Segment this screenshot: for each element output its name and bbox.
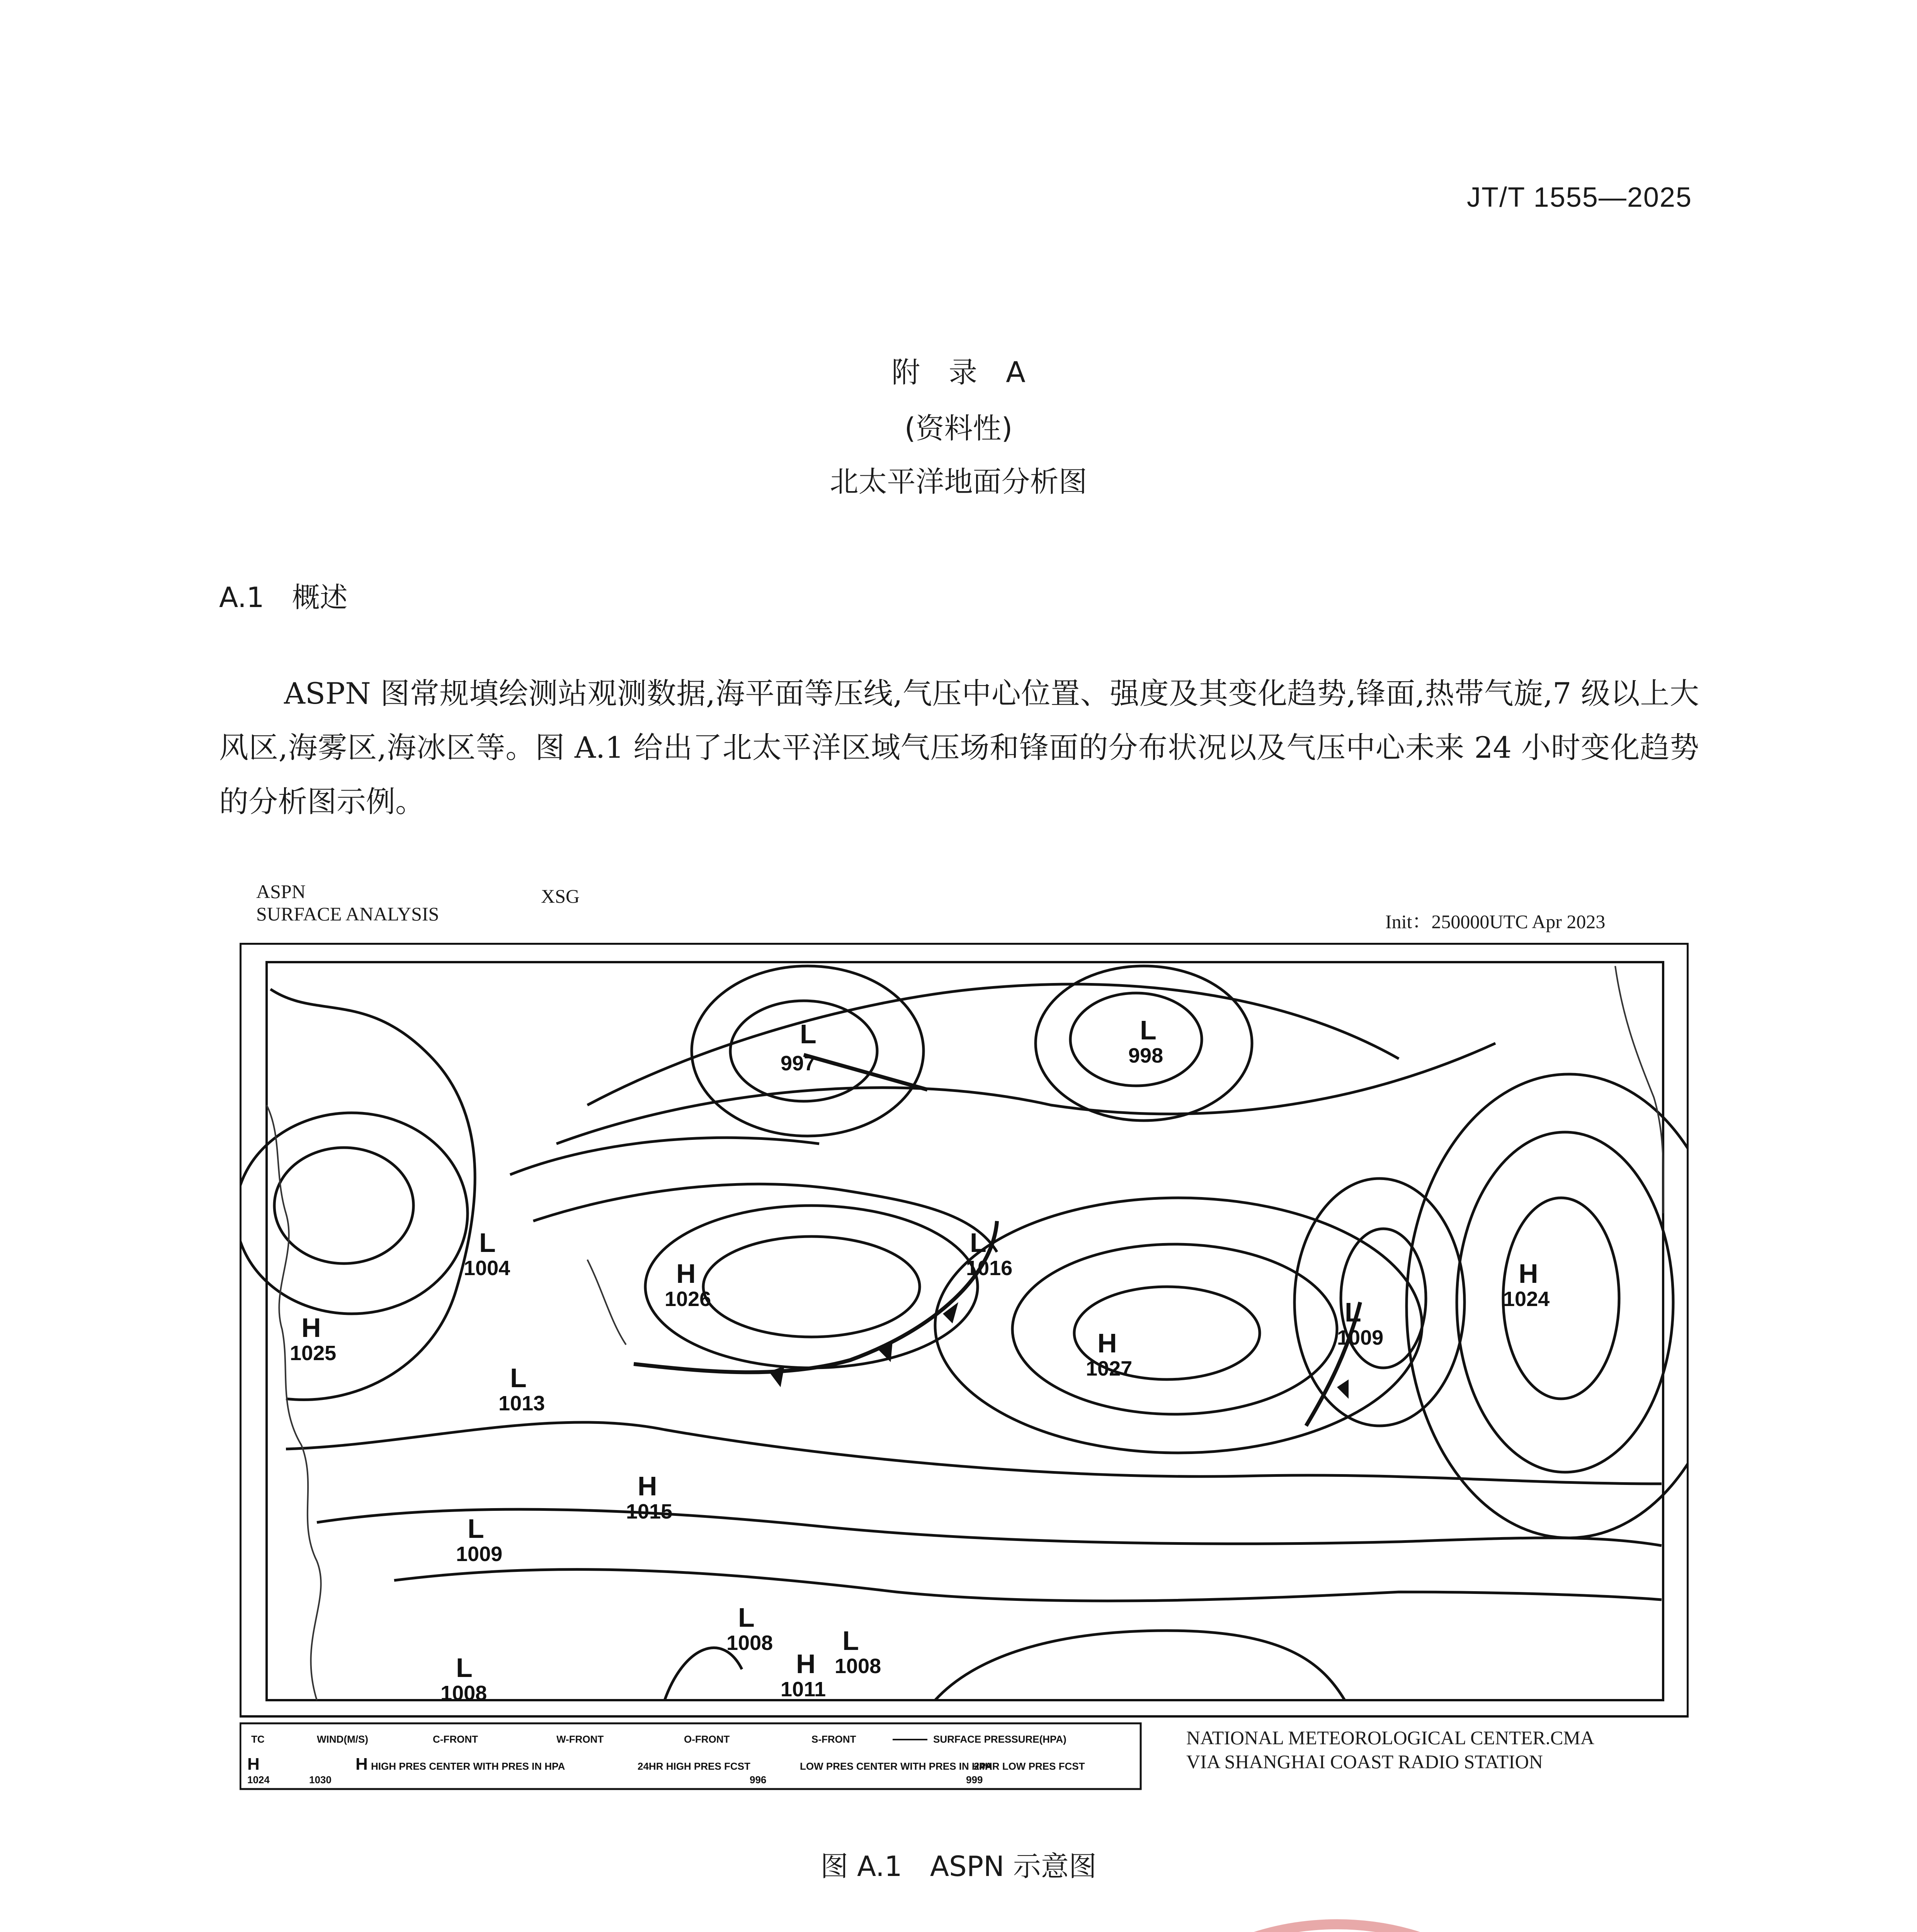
center-letter: L — [738, 1602, 755, 1633]
isobar — [730, 1001, 877, 1101]
stamp-outer-ring — [1140, 1924, 1534, 1932]
legend-num-996: 996 — [750, 1774, 767, 1786]
center-letter: H — [796, 1649, 816, 1679]
center-value: 1008 — [726, 1631, 773, 1655]
center-value: 1027 — [1086, 1357, 1133, 1380]
isobar — [935, 1631, 1345, 1700]
map-inner-frame — [267, 962, 1663, 1700]
map-title-line2: SURFACE ANALYSIS — [256, 903, 439, 925]
jt-stamp-watermark — [1132, 1917, 1542, 1932]
center-value: 1004 — [464, 1257, 510, 1280]
appendix-name: 北太平洋地面分析图 — [830, 465, 1087, 498]
center-value: 1008 — [835, 1655, 881, 1678]
front-triangles — [769, 1302, 1349, 1399]
map-title-line1: ASPN — [256, 881, 306, 902]
isobar — [556, 1043, 1495, 1144]
isobar — [587, 984, 1399, 1105]
center-value: 1011 — [781, 1678, 826, 1701]
map-init-time: Init：250000UTC Apr 2023 — [1385, 911, 1606, 932]
center-value: 1013 — [498, 1392, 545, 1415]
front-triangle — [769, 1366, 784, 1387]
center-letter: L — [970, 1228, 987, 1258]
center-letter: L — [1345, 1297, 1361, 1327]
legend-h-symbol: H — [247, 1755, 260, 1774]
coastline — [267, 966, 1663, 1700]
center-letter: H — [301, 1313, 321, 1343]
isobar — [1070, 993, 1202, 1086]
section-a1-text: ASPN 图常规填绘测站观测数据,海平面等压线,气压中心位置、强度及其变化趋势,锋面,热带气旋,7 级以上大风区,海雾区,海冰区等。图 A.1 给出了北太平洋区域气压场和锋面的分布状况以及气压中心未来 24 小时变化趋势的分析图示例。 — [219, 676, 1699, 819]
isobar — [274, 1148, 413, 1264]
legend-high-fcst: 24HR HIGH PRES FCST — [638, 1760, 750, 1772]
map-footer-line2: VIA SHANGHAI COAST RADIO STATION — [1186, 1751, 1543, 1772]
front-triangle — [1337, 1379, 1349, 1399]
isobar — [703, 1236, 920, 1337]
figure-caption: 图 A.1 ASPN 示意图 — [820, 1850, 1097, 1883]
legend-low-center: LOW PRES CENTER WITH PRES IN HPA — [800, 1760, 992, 1772]
legend-high-center: HIGH PRES CENTER WITH PRES IN HPA — [371, 1760, 565, 1772]
isobar — [692, 966, 924, 1136]
center-letter: L — [479, 1228, 496, 1258]
appendix-nature: (资料性) — [904, 412, 1013, 445]
map-footer-line1: NATIONAL METEOROLOGICAL CENTER.CMA — [1186, 1727, 1594, 1748]
legend-s-front: S-FRONT — [811, 1733, 856, 1745]
center-value: 1008 — [441, 1682, 487, 1705]
legend — [247, 1733, 1085, 1786]
legend-tc: TC — [251, 1733, 265, 1745]
center-letter: L — [1140, 1015, 1157, 1045]
isobar — [394, 1570, 1662, 1601]
standard-number: JT/T 1555—2025 — [1466, 182, 1692, 213]
center-value: 998 — [1128, 1044, 1163, 1067]
isobar — [665, 1648, 742, 1700]
isobar — [1457, 1132, 1673, 1472]
coastline-segment — [587, 1260, 626, 1345]
legend-h-symbol-2: H — [356, 1755, 368, 1774]
center-letter: L — [456, 1653, 473, 1683]
map-outer-frame — [240, 944, 1688, 1716]
center-letter: L — [510, 1363, 527, 1393]
legend-surface-pressure: SURFACE PRESSURE(HPA) — [933, 1733, 1067, 1745]
map-callsign: XSG — [541, 885, 580, 907]
legend-num-1030: 1030 — [309, 1774, 332, 1786]
pressure-centers — [290, 1015, 1550, 1705]
center-value: 1015 — [626, 1500, 673, 1523]
legend-num-999: 999 — [966, 1774, 983, 1786]
center-letter: H — [676, 1259, 696, 1289]
legend-wind: WIND(M/S) — [317, 1733, 368, 1745]
center-letter: L — [842, 1626, 859, 1656]
appendix-title: 附 录 A — [891, 356, 1026, 389]
center-value: 1024 — [1503, 1287, 1550, 1311]
legend-low-fcst: 24HR LOW PRES FCST — [974, 1760, 1085, 1772]
center-value: 1026 — [665, 1287, 711, 1311]
isobars — [240, 966, 1689, 1700]
isobar — [1012, 1244, 1337, 1414]
center-letter: L — [468, 1514, 484, 1544]
isobar — [286, 1422, 1662, 1484]
isobar — [1294, 1179, 1465, 1426]
center-value: 1025 — [290, 1342, 337, 1365]
center-letter: H — [1097, 1328, 1117, 1358]
isobar — [317, 1509, 1662, 1546]
center-value: 997 — [781, 1052, 816, 1075]
front-line — [804, 1055, 927, 1090]
center-letter: H — [638, 1471, 657, 1501]
center-letter: H — [1519, 1259, 1538, 1289]
legend-o-front: O-FRONT — [684, 1733, 730, 1745]
center-value: 1016 — [966, 1257, 1013, 1280]
section-a1-paragraph — [219, 667, 1699, 829]
surface-analysis-map — [240, 943, 1689, 1793]
legend-c-front: C-FRONT — [433, 1733, 478, 1745]
legend-w-front: W-FRONT — [556, 1733, 604, 1745]
legend-num-1024: 1024 — [247, 1774, 270, 1786]
center-value: 1009 — [1337, 1326, 1384, 1349]
section-a1-title: A.1 概述 — [219, 581, 348, 614]
center-letter: L — [800, 1019, 816, 1049]
center-value: 1009 — [456, 1543, 503, 1566]
